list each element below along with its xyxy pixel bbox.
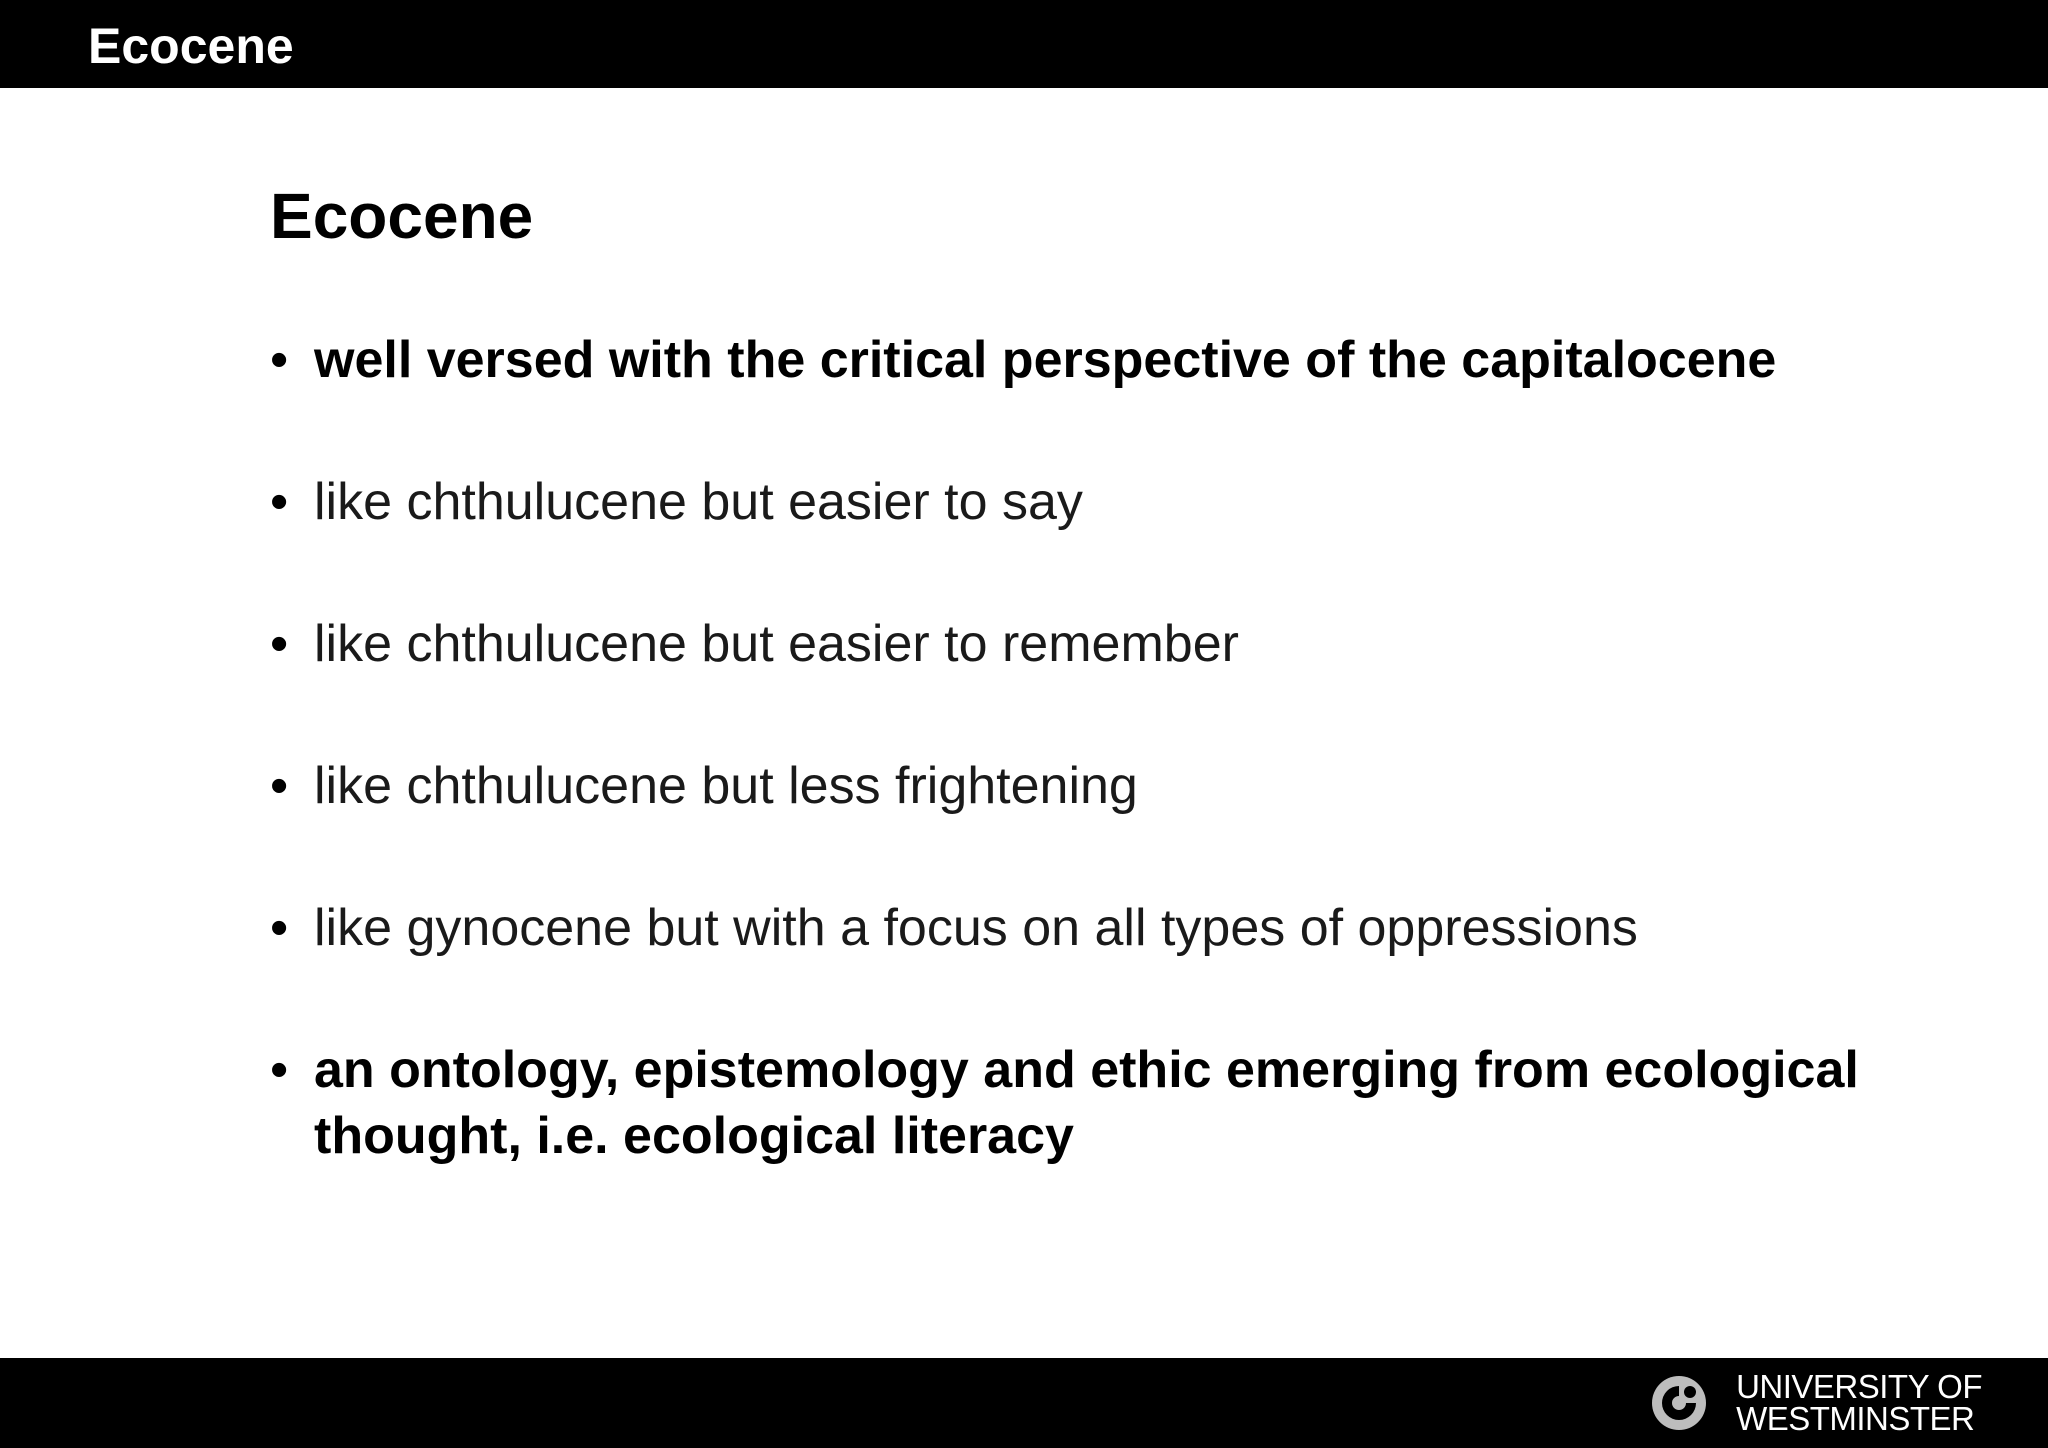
header-bar xyxy=(0,0,2048,88)
footer-bar xyxy=(0,1358,2048,1448)
university-logo xyxy=(1650,1370,1982,1436)
bullet-dot-icon: • xyxy=(270,615,289,673)
bullet-text: an ontology, epistemology and ethic emerging from ecological thought, i.e. ecological literacy xyxy=(314,1041,1859,1165)
bullet-dot-icon: • xyxy=(270,1041,289,1099)
bullet-text: like gynocene but with a focus on all types of oppressions xyxy=(314,899,1638,957)
bullet-text: like chthulucene but easier to remember xyxy=(314,615,1239,673)
bullet-item xyxy=(270,1037,1920,1169)
slide-title: Ecocene xyxy=(270,180,534,252)
bullet-text: like chthulucene but easier to say xyxy=(314,473,1083,531)
bullet-item xyxy=(270,753,1920,819)
bullet-item xyxy=(270,469,1920,535)
bullet-dot-icon: • xyxy=(270,473,289,531)
bullet-text: well versed with the critical perspective of the capitalocene xyxy=(314,331,1777,389)
bullet-dot-icon: • xyxy=(270,757,289,815)
bullet-item xyxy=(270,327,1920,393)
bullet-dot-icon: • xyxy=(270,899,289,957)
bullet-item xyxy=(270,611,1920,677)
bullet-item xyxy=(270,895,1920,961)
header-title: Ecocene xyxy=(88,18,294,74)
logo-line-1: UNIVERSITY OF xyxy=(1736,1368,1982,1405)
logo-text xyxy=(1736,1368,1982,1437)
university-emblem-icon xyxy=(1650,1374,1708,1432)
bullet-text: like chthulucene but less frightening xyxy=(314,757,1138,815)
logo-line-2: WESTMINSTER xyxy=(1736,1400,1975,1437)
bullet-dot-icon: • xyxy=(270,331,289,389)
